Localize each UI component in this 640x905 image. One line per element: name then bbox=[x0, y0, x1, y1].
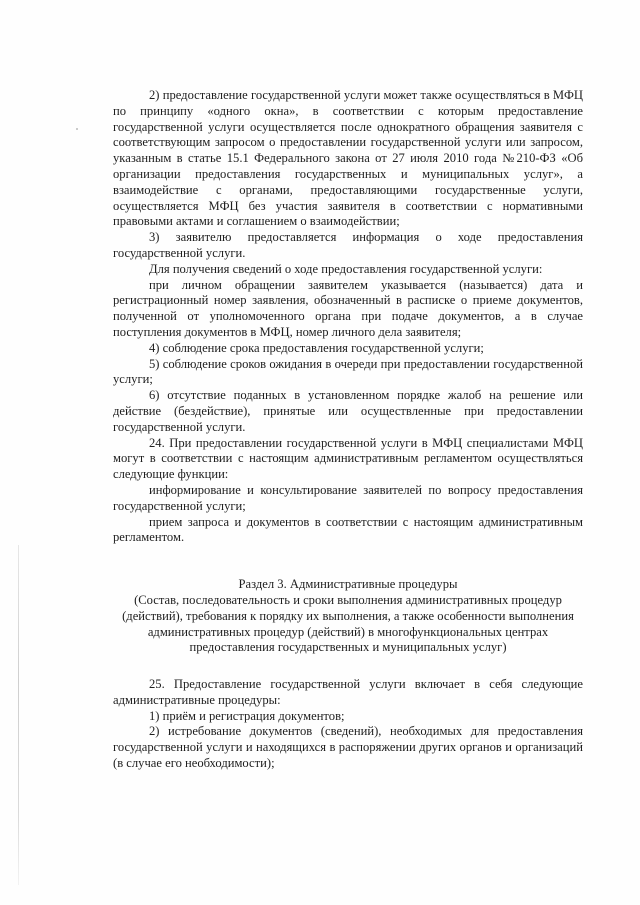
paragraph-item-5: 5) соблюдение сроков ожидания в очереди при предоставлении государственной услуги; bbox=[113, 356, 583, 387]
scan-edge bbox=[18, 545, 19, 885]
paragraph-personal-visit: при личном обращении заявителем указывается (называется) дата и регистрационный номер заявления, обозначенный в расписке о приеме документов, полученной от уполномоченного органа при подаче документов, а в случае поступления документов в МФЦ, номер личного дела заявителя; bbox=[113, 277, 583, 339]
paragraph-item-3-info: 3) заявителю предоставляется информация о ходе предоставления государственной услуги. bbox=[113, 230, 583, 260]
section-heading bbox=[113, 577, 583, 656]
section-subtitle: (Состав, последовательность и сроки выполнения административных процедур (действий), требования к порядку их выполнения, а также особенности выполнения административных процедур (действий) в многофункциональных центрах предоставления государственных и муниципальных услуг) bbox=[122, 592, 574, 655]
section-title: Раздел 3. Административные процедуры bbox=[238, 577, 458, 592]
paragraph-procedure-1: 1) приём и регистрация документов; bbox=[149, 708, 345, 723]
paragraph-status-info: Для получения сведений о ходе предоставления государственной услуги: bbox=[149, 261, 543, 276]
paragraph-informing: информирование и консультирование заявителей по вопросу предоставления государственной услуги; bbox=[113, 482, 583, 513]
paragraph-request-intake: прием запроса и документов в соответствии с настоящим административным регламентом. bbox=[113, 514, 583, 545]
paragraph-item-2-mfc: 2) предоставление государственной услуги может также осуществляться в МФЦ по принципу «одного окна», в соответствии с которым предоставление государственной услуги осуществляется после однократного обращения заявителя с соответствующим запросом о предоставлении государственной услуги или запросом, указанным в статье 15.1 Федерального закона от 27 июля 2010 года №210-ФЗ «Об организации предоставления государственных и муниципальных услуг», а взаимодействие с органами, предоставляющими государственные услуги, осуществляется МФЦ без участия заявителя в соответствии с нормативными правовыми актами и соглашением о взаимодействии; bbox=[113, 88, 583, 229]
scan-speck bbox=[76, 128, 78, 130]
paragraph-clause-24: 24. При предоставлении государственной услуги в МФЦ специалистами МФЦ могут в соответствии с настоящим административным регламентом осуществляться следующие функции: bbox=[113, 435, 583, 482]
paragraph-item-4: 4) соблюдение срока предоставления государственной услуги; bbox=[149, 340, 484, 355]
paragraph-procedure-2: 2) истребование документов (сведений), необходимых для предоставления государственной услуги и находящихся в распоряжении других органов и организаций (в случае его необходимости); bbox=[113, 724, 583, 771]
document-page bbox=[113, 88, 583, 772]
paragraph-clause-25: 25. Предоставление государственной услуги включает в себя следующие административные процедуры: bbox=[113, 677, 583, 707]
paragraph-item-6: 6) отсутствие поданных в установленном порядке жалоб на решение или действие (бездействие), принятые или осуществленные при предоставлении государственной услуги. bbox=[113, 388, 583, 434]
